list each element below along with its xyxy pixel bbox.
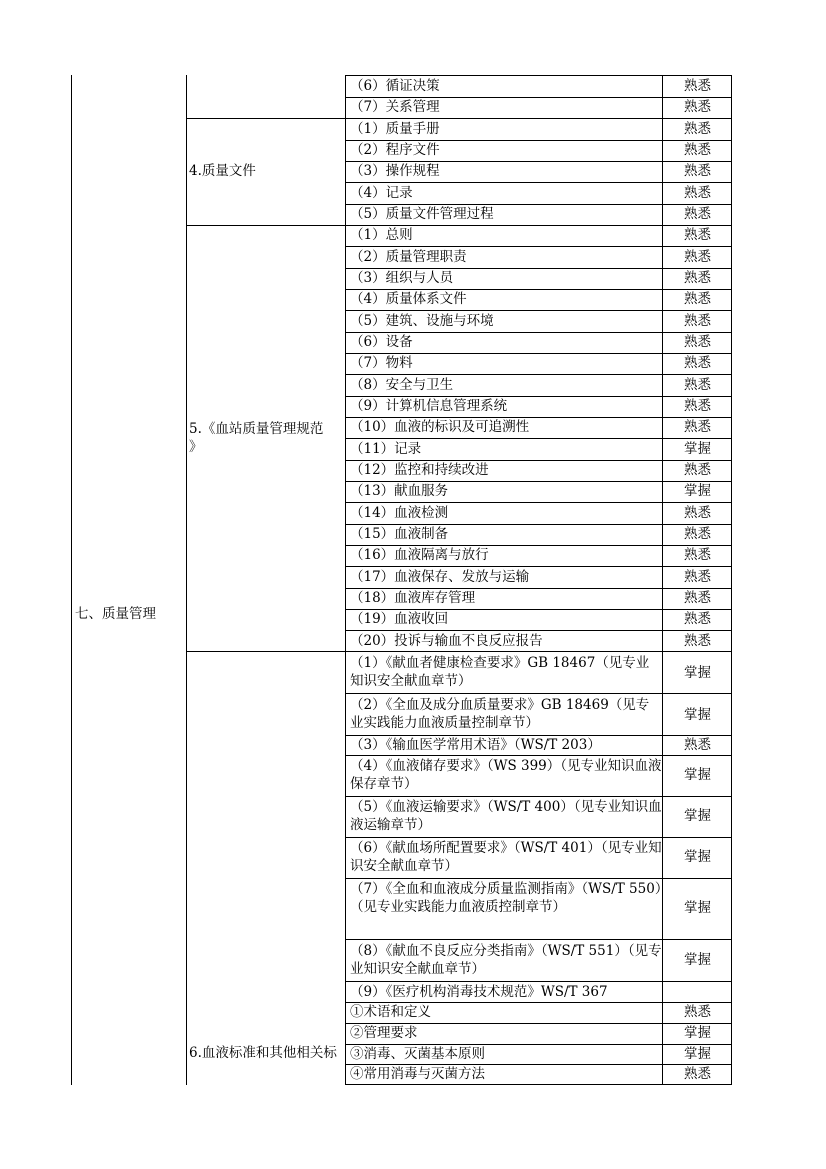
table-row-level: 熟悉 <box>684 569 711 585</box>
row-border <box>345 75 732 76</box>
row-border <box>345 981 732 982</box>
table-row-item: （11）记录 <box>350 441 422 457</box>
table-row-level: 掌握 <box>684 849 711 865</box>
table-row-level: 熟悉 <box>684 377 711 393</box>
section-title: 5.《血站质量管理规范 <box>189 421 324 437</box>
table-row-level: 熟悉 <box>684 78 711 94</box>
table-row-item: （13）献血服务 <box>350 483 449 499</box>
table-row-item: （18）血液库存管理 <box>350 590 476 606</box>
row-border <box>345 97 732 98</box>
table-row-item: （12）监控和持续改进 <box>350 462 489 478</box>
table-row-level: 熟悉 <box>684 590 711 606</box>
table-row-item: ②管理要求 <box>350 1025 418 1041</box>
table-row-item: （7）关系管理 <box>350 99 440 115</box>
table-row-level: 熟悉 <box>684 313 711 329</box>
row-border <box>345 1002 732 1003</box>
border-left <box>71 75 72 1085</box>
table-row-level: 熟悉 <box>684 249 711 265</box>
table-row-item: （2）《全血及成分血质量要求》GB 18469（见专业实践能力血液质量控制章节） <box>350 697 650 731</box>
table-row-level: 熟悉 <box>684 270 711 286</box>
row-border <box>345 1044 732 1045</box>
row-border <box>345 332 732 333</box>
table-row-level: 掌握 <box>684 900 711 916</box>
row-border <box>345 161 732 162</box>
table-row-item: （3）操作规程 <box>350 163 440 179</box>
table-row-level: 熟悉 <box>684 611 711 627</box>
row-border <box>345 693 732 694</box>
table-row-item: （4）质量体系文件 <box>350 291 467 307</box>
table-row-item: （4）记录 <box>350 185 413 201</box>
section-title: 4.质量文件 <box>189 163 256 179</box>
table-row-level: 熟悉 <box>684 462 711 478</box>
table-row-level: 熟悉 <box>684 1004 711 1020</box>
row-border <box>345 1023 732 1024</box>
row-border <box>345 1084 732 1085</box>
row-border <box>345 735 732 736</box>
border-right <box>731 75 732 1085</box>
col-divider-level <box>662 75 663 1085</box>
table-row-item: （1）《献血者健康检查要求》GB 18467（见专业知识安全献血章节） <box>350 655 650 689</box>
table-row-item: （6）设备 <box>350 334 413 350</box>
table-row-item: （10）血液的标识及可追溯性 <box>350 419 530 435</box>
table-row-item: （15）血液制备 <box>350 526 449 542</box>
table-row-level: 熟悉 <box>684 633 711 649</box>
section-title: 6.血液标准和其他相关标 <box>189 1045 337 1061</box>
row-border <box>345 630 732 631</box>
table-row-item: （1）质量手册 <box>350 121 440 137</box>
table-row-item: （2）程序文件 <box>350 142 440 158</box>
table-row-item: （4）《血液储存要求》（WS 399）（见专业知识血液保存章节） <box>350 758 662 792</box>
table-row-item: （6）《献血场所配置要求》（WS/T 401）（见专业知识安全献血章节） <box>350 840 662 874</box>
row-border <box>345 374 732 375</box>
table-row-item: （6）循证决策 <box>350 78 440 94</box>
table-row-item: （1）总则 <box>350 227 413 243</box>
table-row-level: 掌握 <box>684 767 711 783</box>
section-border <box>186 118 732 119</box>
table-row-item: （2）质量管理职责 <box>350 249 467 265</box>
table-row-level: 熟悉 <box>684 206 711 222</box>
row-border <box>345 182 732 183</box>
row-border <box>345 204 732 205</box>
table-row-item: （8）安全与卫生 <box>350 377 454 393</box>
row-border <box>345 878 732 879</box>
section-border <box>186 651 732 652</box>
section-title: 》 <box>189 439 203 455</box>
row-border <box>345 268 732 269</box>
table-row-item: ③消毒、灭菌基本原则 <box>350 1046 485 1062</box>
table-row-level: 熟悉 <box>684 227 711 243</box>
table-row-level: 熟悉 <box>684 185 711 201</box>
section-border <box>186 225 732 226</box>
table-row-level: 熟悉 <box>684 1066 711 1082</box>
table-row-level: 熟悉 <box>684 142 711 158</box>
col-divider-section <box>345 75 346 1085</box>
table-row-level: 掌握 <box>684 1046 711 1062</box>
table-row-item: （8）《献血不良反应分类指南》（WS/T 551）（见专业知识安全献血章节） <box>350 943 662 977</box>
table-row-item: ④常用消毒与灭菌方法 <box>350 1066 485 1082</box>
row-border <box>345 796 732 797</box>
table-row-item: （17）血液保存、发放与运输 <box>350 569 530 585</box>
row-border <box>345 481 732 482</box>
table-row-item: （14）血液检测 <box>350 505 449 521</box>
table-row-level: 掌握 <box>684 483 711 499</box>
table-row-level: 掌握 <box>684 808 711 824</box>
table-row-item: （5）质量文件管理过程 <box>350 206 494 222</box>
row-border <box>345 1064 732 1065</box>
row-border <box>345 755 732 756</box>
table-row-level: 熟悉 <box>684 163 711 179</box>
row-border <box>345 140 732 141</box>
row-border <box>345 939 732 940</box>
table-row-level: 熟悉 <box>684 121 711 137</box>
row-border <box>345 396 732 397</box>
row-border <box>345 310 732 311</box>
table-row-item: （9）计算机信息管理系统 <box>350 398 508 414</box>
table-row-level: 熟悉 <box>684 334 711 350</box>
row-border <box>345 417 732 418</box>
table-row-level: 掌握 <box>684 441 711 457</box>
row-border <box>345 837 732 838</box>
table-row-item: （3）《输血医学常用术语》（WS/T 203） <box>350 737 601 753</box>
table-row-level: 掌握 <box>684 952 711 968</box>
table-row-item: （5）建筑、设施与环境 <box>350 313 494 329</box>
row-border <box>345 545 732 546</box>
row-border <box>345 460 732 461</box>
table-row-level: 掌握 <box>684 1025 711 1041</box>
table-row-item: （7）《全血和血液成分质量监测指南》（WS/T 550）（见专业实践能力血液质控制章节） <box>350 881 662 915</box>
category-label: 七、质量管理 <box>75 606 156 622</box>
table-row-level: 掌握 <box>684 707 711 723</box>
row-border <box>345 246 732 247</box>
table-row-level: 熟悉 <box>684 398 711 414</box>
table-row-item: （7）物料 <box>350 355 413 371</box>
row-border <box>345 588 732 589</box>
table-row-level: 熟悉 <box>684 547 711 563</box>
row-border <box>345 524 732 525</box>
table-row-item: （16）血液隔离与放行 <box>350 547 489 563</box>
table-row-level: 熟悉 <box>684 737 711 753</box>
table-row-level: 熟悉 <box>684 419 711 435</box>
table-row-item: （9）《医疗机构消毒技术规范》WS/T 367 <box>350 984 608 1000</box>
row-border <box>345 502 732 503</box>
table-row-level: 熟悉 <box>684 526 711 542</box>
table-row-item: （3）组织与人员 <box>350 270 454 286</box>
table-row-level: 熟悉 <box>684 291 711 307</box>
table-row-level: 掌握 <box>684 665 711 681</box>
table-row-item: ①术语和定义 <box>350 1004 431 1020</box>
row-border <box>345 353 732 354</box>
table-row-level: 熟悉 <box>684 355 711 371</box>
row-border <box>345 566 732 567</box>
table-row-item: （5）《血液运输要求》（WS/T 400）（见专业知识血液运输章节） <box>350 799 662 833</box>
row-border <box>345 609 732 610</box>
row-border <box>345 289 732 290</box>
table-row-level: 熟悉 <box>684 99 711 115</box>
row-border <box>345 438 732 439</box>
table-row-item: （20）投诉与输血不良反应报告 <box>350 633 543 649</box>
table-row-level: 熟悉 <box>684 505 711 521</box>
col-divider-category <box>186 75 187 1085</box>
table-row-item: （19）血液收回 <box>350 611 449 627</box>
